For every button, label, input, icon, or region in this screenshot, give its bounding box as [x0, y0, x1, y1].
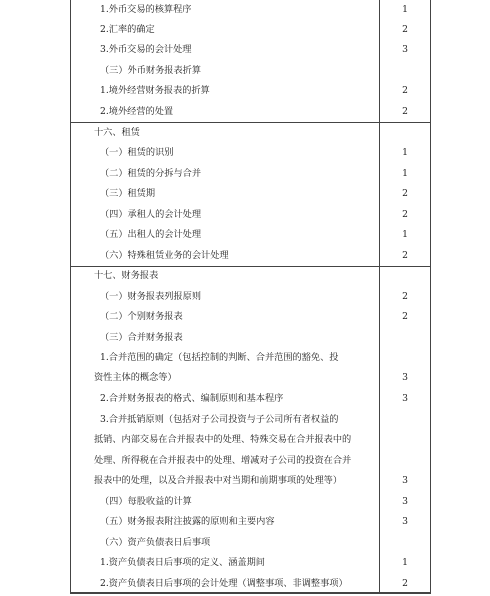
item-score: 3 — [402, 475, 408, 486]
chapter-title: 十七、财务报表 — [94, 270, 159, 281]
item-score: 1 — [402, 147, 408, 158]
syllabus-table — [70, 0, 431, 594]
item-text: 2.境外经营的处置 — [100, 106, 174, 117]
item-text: （三）租赁期 — [100, 188, 156, 199]
item-text-line: 报表中的处理，以及合并报表中对当期和前期事项的处理等） — [94, 475, 343, 486]
item-text: （一）财务报表列报原则 — [100, 291, 202, 302]
item-score: 3 — [402, 516, 408, 527]
item-score: 3 — [402, 44, 408, 55]
item-text-line: 处理、所得税在合并报表中的处理、增减对子公司的投资在合并 — [94, 455, 352, 466]
item-text: 1.外币交易的核算程序 — [100, 4, 192, 15]
chapter-title: 十六、租赁 — [94, 127, 140, 138]
item-text-line: 资性主体的概念等） — [94, 372, 177, 383]
item-score: 2 — [402, 209, 408, 220]
item-text: 2.资产负债表日后事项的会计处理（调整事项、非调整事项） — [100, 578, 348, 589]
item-score: 2 — [402, 188, 408, 199]
item-text: （六）特殊租赁业务的会计处理 — [100, 250, 229, 261]
item-text: （四）每股收益的计算 — [100, 496, 192, 507]
item-score: 2 — [402, 311, 408, 322]
item-score: 2 — [402, 85, 408, 96]
item-text-line: 1.合并范围的确定（包括控制的判断、合并范围的豁免、投 — [100, 352, 339, 363]
item-score: 3 — [402, 496, 408, 507]
item-text: （三）合并财务报表 — [100, 332, 183, 343]
item-text: 2.汇率的确定 — [100, 24, 155, 35]
item-score: 2 — [402, 250, 408, 261]
item-score: 3 — [402, 393, 408, 404]
item-text-line: 抵销、内部交易在合并报表中的处理、特殊交易在合并报表中的 — [94, 434, 352, 445]
item-text: （四）承租人的会计处理 — [100, 209, 202, 220]
item-text: （二）租赁的分拆与合并 — [100, 168, 202, 179]
item-text: 3.外币交易的会计处理 — [100, 44, 192, 55]
item-score: 2 — [402, 24, 408, 35]
item-score: 2 — [402, 291, 408, 302]
item-text: （五）出租人的会计处理 — [100, 229, 202, 240]
item-score: 2 — [402, 106, 408, 117]
item-score: 1 — [402, 557, 408, 568]
item-text: 1.资产负债表日后事项的定义、涵盖期间 — [100, 557, 265, 568]
item-text: 2.合并财务报表的格式、编制原则和基本程序 — [100, 393, 284, 404]
item-text: （二）个别财务报表 — [100, 311, 183, 322]
item-score: 1 — [402, 229, 408, 240]
item-text-line: 3.合并抵销原则（包括对子公司投资与子公司所有者权益的 — [100, 414, 339, 425]
item-score: 3 — [402, 372, 408, 383]
item-score: 1 — [402, 4, 408, 15]
item-text: （一）租赁的识别 — [100, 147, 174, 158]
item-score: 2 — [402, 578, 408, 589]
item-text: 1.境外经营财务报表的折算 — [100, 85, 210, 96]
item-text: （五）财务报表附注披露的原则和主要内容 — [100, 516, 275, 527]
item-text: （三）外币财务报表折算 — [100, 65, 202, 76]
item-score: 1 — [402, 168, 408, 179]
item-text: （六）资产负债表日后事项 — [100, 537, 211, 548]
